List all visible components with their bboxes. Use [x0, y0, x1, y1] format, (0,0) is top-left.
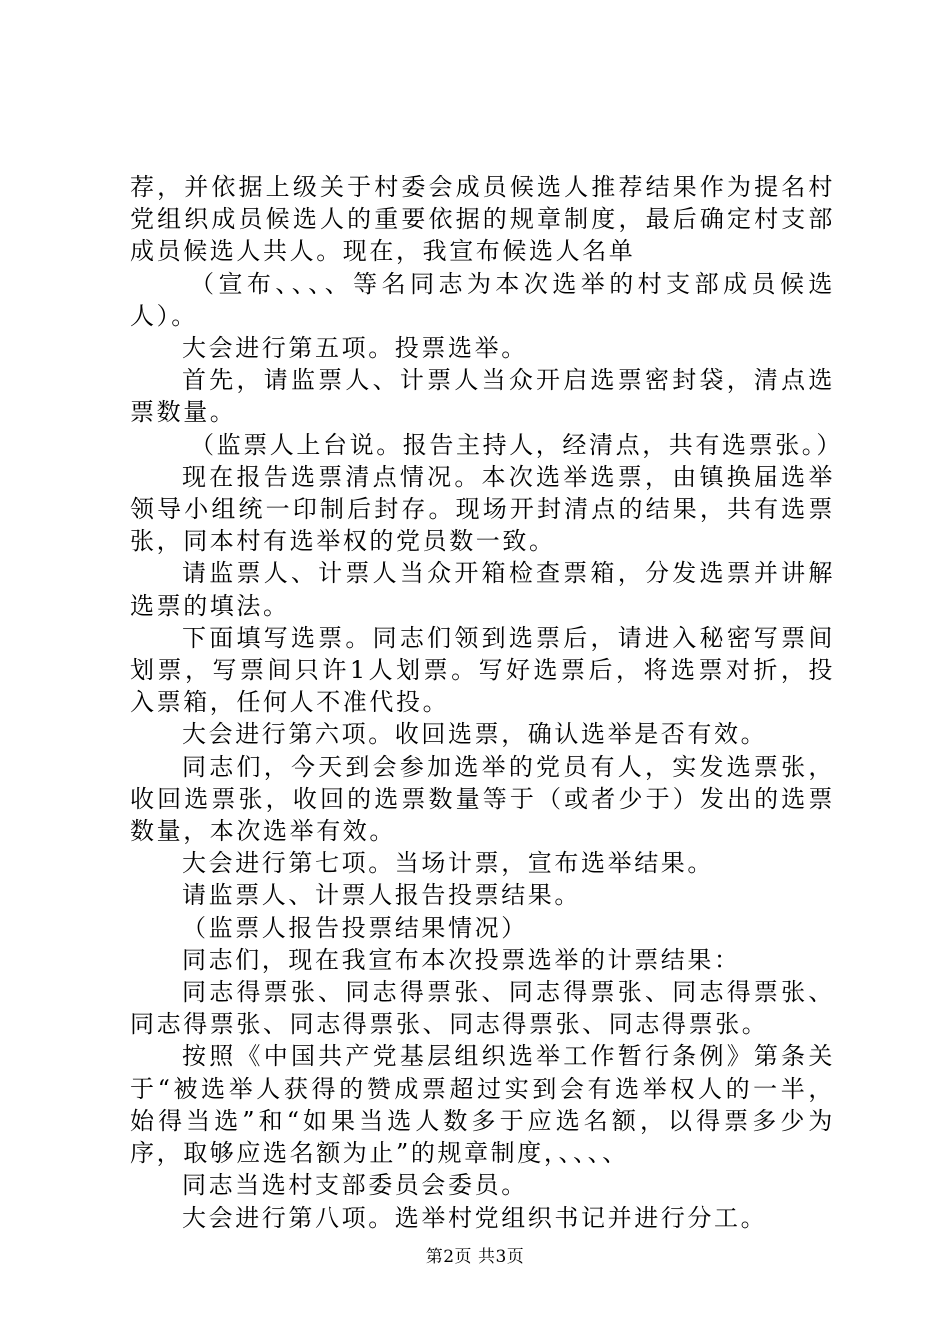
- paragraph-5: （监票人上台说。报告主持人，经清点，共有选票张。）: [190, 430, 843, 459]
- paragraph-4: 首先，请监票人、计票人当众开启选票密封袋，清点选票数量。: [130, 366, 835, 427]
- paragraph-12: 请监票人、计票人报告投票结果。: [182, 881, 581, 910]
- paragraph-13: （监票人报告投票结果情况）: [182, 913, 528, 942]
- paragraph-18: 大会进行第八项。选举村党组织书记并进行分工。: [182, 1203, 768, 1232]
- paragraph-15: 同志得票张、同志得票张、同志得票张、同志得票张、同志得票张、同志得票张、同志得票张、同志得票张。: [130, 978, 835, 1039]
- paragraph-6: 现在报告选票清点情况。本次选举选票，由镇换届选举领导小组统一印制后封存。现场开封清点的结果，共有选票张，同本村有选举权的党员数一致。: [130, 462, 835, 556]
- paragraph-3: 大会进行第五项。投票选举。: [182, 334, 528, 363]
- page-number-footer: 第2页 共3页: [425, 1247, 525, 1267]
- paragraph-8: 下面填写选票。同志们领到选票后，请进入秘密写票间划票，写票间只许1人划票。写好选票后，将选票对折，投入票箱，任何人不准代投。: [130, 623, 835, 717]
- paragraph-11: 大会进行第七项。当场计票，宣布选举结果。: [182, 849, 714, 878]
- paragraph-10: 同志们，今天到会参加选举的党员有人，实发选票张，收回选票张，收回的选票数量等于（或者少于）发出的选票数量，本次选举有效。: [130, 752, 835, 846]
- paragraph-7: 请监票人、计票人当众开箱检查票箱，分发选票并讲解选票的填法。: [130, 559, 835, 620]
- paragraph-1: 荐，并依据上级关于村委会成员候选人推荐结果作为提名村党组织成员候选人的重要依据的规章制度，最后确定村支部成员候选人共人。现在，我宣布候选人名单: [130, 173, 835, 266]
- paragraph-9: 大会进行第六项。收回选票，确认选举是否有效。: [182, 720, 768, 749]
- paragraph-16: 按照《中国共产党基层组织选举工作暂行条例》第条关于“被选举人获得的赞成票超过实到会有选举权人的一半，始得当选”和“如果当选人数多于应选名额，以得票多少为序，取够应选名额为止”的规章制度，、、、、: [130, 1042, 835, 1168]
- paragraph-17: 同志当选村支部委员会委员。: [182, 1171, 528, 1200]
- paragraph-14: 同志们，现在我宣布本次投票选举的计票结果：: [182, 945, 741, 974]
- paragraph-2: （宣布、、、、等名同志为本次选举的村支部成员候选人）。: [130, 269, 835, 330]
- document-body: [130, 171, 843, 1234]
